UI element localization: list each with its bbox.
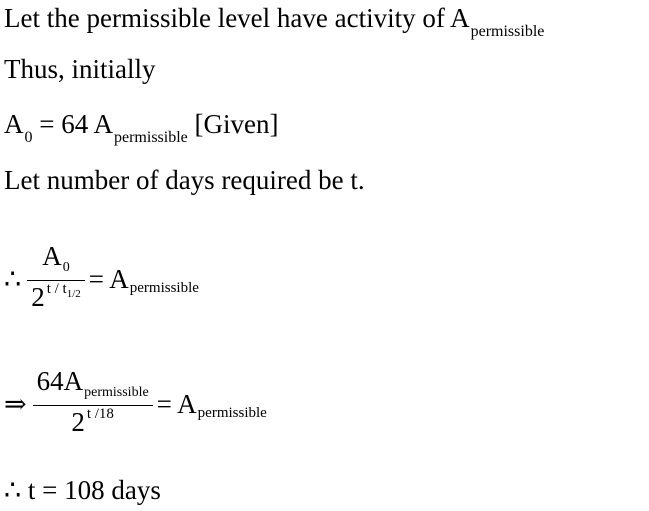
statement-text: Let the permissible level have activity of A <box>4 3 470 33</box>
fraction-1-numerator <box>38 240 74 280</box>
final-result: ∴ t = 108 days <box>4 475 161 505</box>
exponent-subscript: 1/2 <box>66 288 81 300</box>
given-a: A <box>4 109 24 139</box>
numerator-subscript: 0 <box>62 260 70 275</box>
denominator-2-base: 2 <box>71 407 85 437</box>
denominator-base: 2 <box>31 282 45 312</box>
therefore-symbol: ∴ <box>4 264 22 294</box>
statement-line-2: Thus, initially <box>4 54 156 84</box>
rhs-2-subscript: permissible <box>197 404 267 421</box>
given-tail: [Given] <box>187 109 279 139</box>
denominator-2-exponent: t /18 <box>86 406 114 422</box>
statement-subscript: permissible <box>470 23 545 40</box>
given-middle-subscript: permissible <box>114 129 188 146</box>
given-a-subscript: 0 <box>24 129 33 146</box>
fraction-1 <box>27 240 85 319</box>
given-middle: = 64 A <box>32 109 113 139</box>
decay-equation-2 <box>4 365 267 443</box>
fraction-1-denominator <box>27 281 85 319</box>
statement-line-1 <box>4 1 544 40</box>
rhs-1: = A <box>88 264 129 294</box>
numerator-a: A <box>42 241 62 271</box>
implies-symbol: ⇒ <box>4 388 27 419</box>
denominator-exponent <box>46 281 81 300</box>
rhs-2: = A <box>156 388 197 419</box>
given-equation <box>4 107 278 146</box>
rhs-1-subscript: permissible <box>129 280 199 296</box>
statement-line-4: Let number of days required be t. <box>4 165 365 195</box>
numerator-64a: 64A <box>36 366 84 396</box>
exponent-text: t / t <box>46 281 67 297</box>
fraction-2 <box>33 365 153 443</box>
numerator-2-subscript: permissible <box>84 385 149 400</box>
fraction-2-numerator <box>33 365 153 405</box>
decay-equation-1 <box>4 240 199 319</box>
fraction-2-denominator <box>67 406 118 443</box>
